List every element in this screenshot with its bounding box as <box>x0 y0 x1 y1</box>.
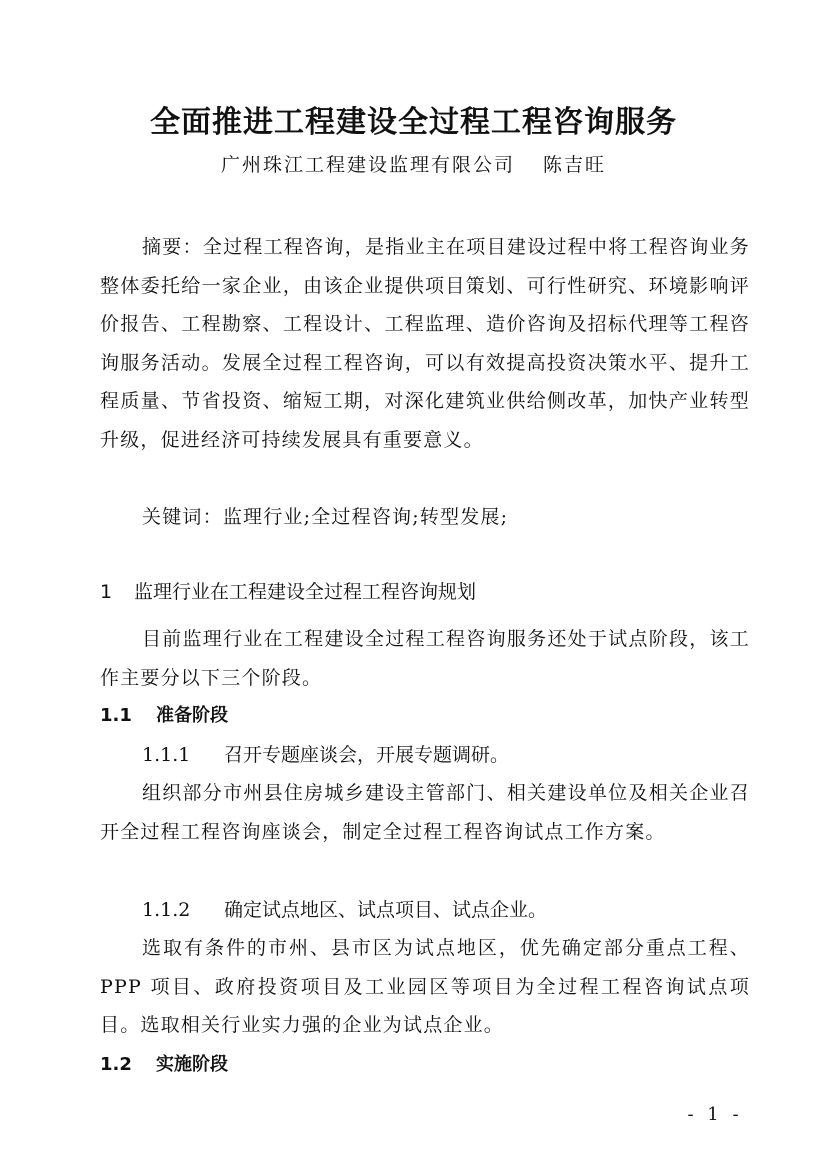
keywords-paragraph <box>100 498 750 537</box>
section-1-intro: 目前监理行业在工程建设全过程工程咨询服务还处于试点阶段，该工作主要分以下三个阶段。 <box>100 628 750 689</box>
section-1-1-number: 1.1 <box>100 705 132 726</box>
abstract-label: 摘要： <box>142 236 203 258</box>
author-organization: 广州珠江工程建设监理有限公司 <box>220 154 515 176</box>
author-name: 陈吉旺 <box>543 154 607 176</box>
keywords-text: 监理行业;全过程咨询;转型发展; <box>222 506 509 528</box>
section-1-2-title: 实施阶段 <box>156 1054 228 1075</box>
item-1-1-1-title: 召开专题座谈会，开展专题调研。 <box>224 744 510 766</box>
section-1-number: 1 <box>100 581 113 603</box>
page-number: - 1 - <box>687 1104 743 1125</box>
section-1-2-number: 1.2 <box>100 1054 132 1075</box>
document-title: 全面推进工程建设全过程工程咨询服务 <box>150 105 677 140</box>
item-1-1-2-body: 选取有条件的市州、县市区为试点地区，优先确定部分重点工程、PPP 项目、政府投资项目及工业园区等项目为全过程工程咨询试点项目。选取相关行业实力强的企业为试点企业。 <box>100 937 750 1036</box>
abstract-text: 全过程工程咨询，是指业主在项目建设过程中将工程咨询业务整体委托给一家企业，由该企业提供项目策划、可行性研究、环境影响评价报告、工程勘察、工程设计、工程监理、造价咨询及招标代理等工程咨询服务活动。发展全过程工程咨询，可以有效提高投资决策水平、提升工程质量、节省投资、缩短工期，对深化建筑业供给侧改革，加快产业转型升级，促进经济可持续发展具有重要意义。 <box>100 236 750 451</box>
item-1-1-2-title: 确定试点地区、试点项目、试点企业。 <box>224 899 548 921</box>
section-1-1-title: 准备阶段 <box>156 705 228 726</box>
item-1-1-2-heading <box>142 894 750 926</box>
keywords-label: 关键词： <box>142 506 223 528</box>
author-line <box>0 150 827 180</box>
section-1-title: 监理行业在工程建设全过程工程咨询规划 <box>134 581 477 603</box>
item-1-1-1-heading <box>142 739 750 771</box>
section-1-1-heading <box>100 700 750 732</box>
item-1-1-1-number: 1.1.1 <box>142 744 191 766</box>
item-1-1-1-body: 组织部分市州县住房城乡建设主管部门、相关建设单位及相关企业召开全过程工程咨询座谈会，制定全过程工程咨询试点工作方案。 <box>100 782 750 843</box>
item-1-1-2-number: 1.1.2 <box>142 899 191 921</box>
section-1-heading <box>100 576 750 608</box>
abstract-paragraph <box>100 228 750 459</box>
section-1-2-heading <box>100 1049 750 1081</box>
